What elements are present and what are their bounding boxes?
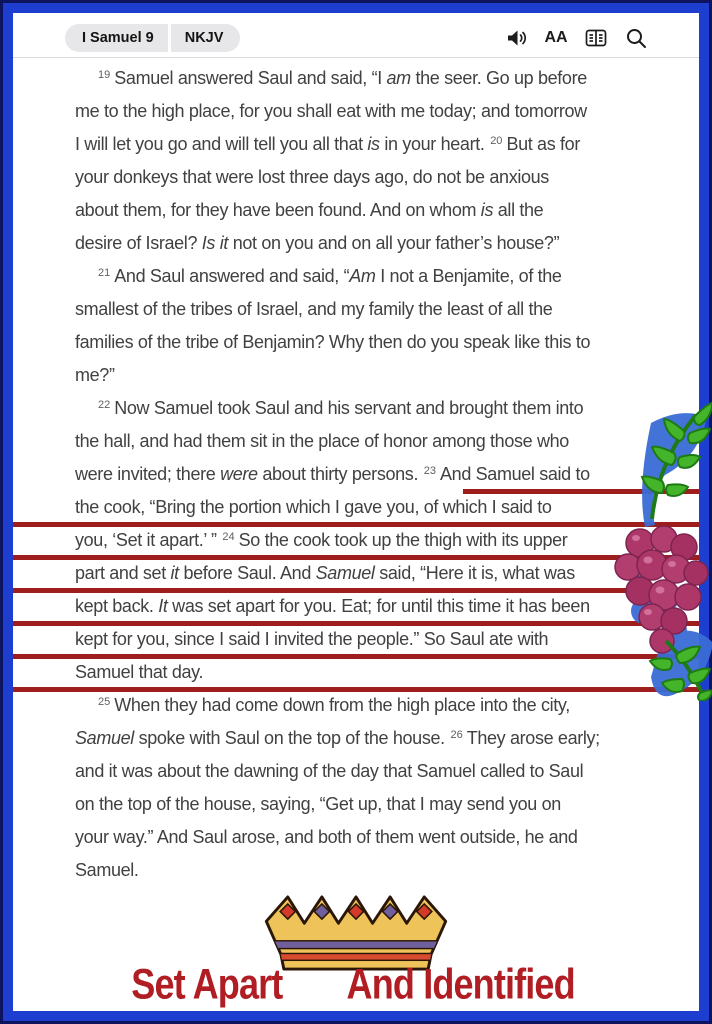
scripture-line[interactable] — [75, 161, 637, 194]
scripture-line[interactable] — [75, 392, 637, 425]
scripture-text: families of the tribe of Benjamin? Why then do you speak like this to — [75, 332, 591, 352]
translation-button[interactable]: NKJV — [171, 24, 241, 52]
scripture-text: desire of Israel? — [75, 233, 202, 253]
bible-reader — [13, 13, 699, 1011]
scripture-line[interactable] — [75, 722, 637, 755]
scripture-text: And Saul answered and said, “ — [114, 266, 350, 286]
scripture-line[interactable] — [75, 293, 637, 326]
scripture-text-italic: is — [367, 134, 380, 154]
reader-toolbar — [13, 13, 699, 58]
scripture-line[interactable] — [75, 854, 637, 887]
scripture-text: said, “Here it is, what was — [374, 563, 575, 583]
scripture-line[interactable] — [75, 425, 637, 458]
scripture-line[interactable] — [75, 524, 637, 557]
scripture-line[interactable] — [75, 326, 637, 359]
verse-number: 19 — [98, 69, 111, 81]
scripture-text-italic: Samuel — [75, 728, 134, 748]
scripture-line[interactable] — [75, 689, 637, 722]
scripture-line[interactable] — [75, 62, 637, 95]
scripture-text: I will let you go and will tell you all that — [75, 134, 368, 154]
scripture-line[interactable] — [75, 656, 637, 689]
scripture — [75, 62, 637, 887]
scripture-line[interactable] — [75, 227, 637, 260]
scripture-line[interactable] — [75, 260, 637, 293]
scripture-text: When they had come down from the high place into the city, — [114, 695, 570, 715]
scripture-text-italic: am — [386, 68, 411, 88]
scripture-text: was set apart for you. Eat; for until this time it has been — [167, 596, 590, 616]
scripture-text: the hall, and had them sit in the place of honor among those who — [75, 431, 569, 451]
scripture-text: kept for you, since I said I invited the people.” So Saul ate with — [75, 629, 549, 649]
scripture-line[interactable] — [75, 590, 637, 623]
scripture-line[interactable] — [75, 359, 637, 392]
scripture-text: you, ‘Set it apart.’ ” — [75, 530, 222, 550]
scripture-line[interactable] — [75, 755, 637, 788]
scripture-line[interactable] — [75, 821, 637, 854]
scripture-text: in your heart. — [379, 134, 490, 154]
page-title — [121, 962, 590, 1009]
page-title-left: Set Apart — [131, 960, 283, 1008]
scripture-text: me?” — [75, 365, 115, 385]
verse-number: 26 — [450, 729, 463, 741]
search-icon[interactable] — [623, 25, 649, 51]
scripture-text-italic: It — [158, 596, 168, 616]
scripture-text: before Saul. And — [178, 563, 316, 583]
scripture-text: Samuel that day. — [75, 662, 204, 682]
scripture-text-italic: Am — [349, 266, 376, 286]
scripture-text: about them, for they have been found. And on whom — [75, 200, 481, 220]
scripture-text: were invited; there — [75, 464, 221, 484]
scripture-text-italic: were — [220, 464, 258, 484]
scripture-text: But as for — [506, 134, 580, 154]
scripture-text: the cook, “Bring the portion which I gave you, of which I said to — [75, 497, 552, 517]
scripture-text: And Samuel said to — [440, 464, 590, 484]
parallel-reading-icon[interactable] — [583, 25, 609, 51]
scripture-text: kept back. — [75, 596, 159, 616]
font-settings-label: AA — [544, 29, 568, 46]
verse-number: 24 — [222, 531, 235, 543]
scripture-line[interactable] — [75, 128, 637, 161]
scripture-text-italic: it — [170, 563, 179, 583]
scripture-text: about thirty persons. — [257, 464, 423, 484]
scripture-line[interactable] — [75, 458, 637, 491]
scripture-text: spoke with Saul on the top of the house. — [133, 728, 450, 748]
scripture-text-italic: is — [480, 200, 494, 220]
scripture-text: So the cook took up the thigh with its upper — [238, 530, 568, 550]
page-title-right: And Identified — [346, 960, 575, 1008]
audio-icon[interactable] — [503, 25, 529, 51]
scripture-text: Now Samuel took Saul and his servant and brought them into — [114, 398, 584, 418]
verse-number: 21 — [98, 267, 111, 279]
verse-number: 23 — [423, 465, 436, 477]
scripture-text: smallest of the tribes of Israel, and my family the least of all the — [75, 299, 553, 319]
scripture-text: all the — [493, 200, 544, 220]
scripture-text-italic: Samuel — [315, 563, 375, 583]
font-settings-icon[interactable] — [543, 25, 569, 51]
scripture-text: Samuel. — [75, 860, 139, 880]
verse-number: 25 — [98, 696, 111, 708]
scripture-text: me to the high place, for you shall eat with me today; and tomorrow — [75, 101, 587, 121]
scripture-line[interactable] — [75, 491, 637, 524]
scripture-text: and it was about the dawning of the day that Samuel called to Saul — [75, 761, 584, 781]
scripture-text-italic: Is it — [201, 233, 229, 253]
scripture-text: Samuel answered Saul and said, “I — [114, 68, 387, 88]
verse-number: 22 — [98, 399, 111, 411]
scripture-line[interactable] — [75, 194, 637, 227]
toolbar-actions — [503, 25, 649, 51]
reference-pill-group — [65, 24, 240, 52]
scripture-text: They arose early; — [466, 728, 600, 748]
scripture-line[interactable] — [75, 95, 637, 128]
footer-art — [13, 894, 699, 1011]
scripture-line[interactable] — [75, 788, 637, 821]
scripture-line[interactable] — [75, 623, 637, 656]
scripture-text: part and set — [75, 563, 171, 583]
scripture-text: the seer. Go up before — [410, 68, 587, 88]
scripture-text: on the top of the house, saying, “Get up, that I may send you on — [75, 794, 561, 814]
scripture-text: your way.” And Saul arose, and both of them went outside, he and — [75, 827, 578, 847]
verse-number: 20 — [490, 135, 503, 147]
scripture-line[interactable] — [75, 557, 637, 590]
book-chapter-button[interactable]: I Samuel 9 — [65, 24, 168, 52]
scripture-text: your donkeys that were lost three days ago, do not be anxious — [75, 167, 549, 187]
scripture-text: not on you and on all your father’s house?” — [228, 233, 560, 253]
scripture-text: I not a Benjamite, of the — [375, 266, 562, 286]
